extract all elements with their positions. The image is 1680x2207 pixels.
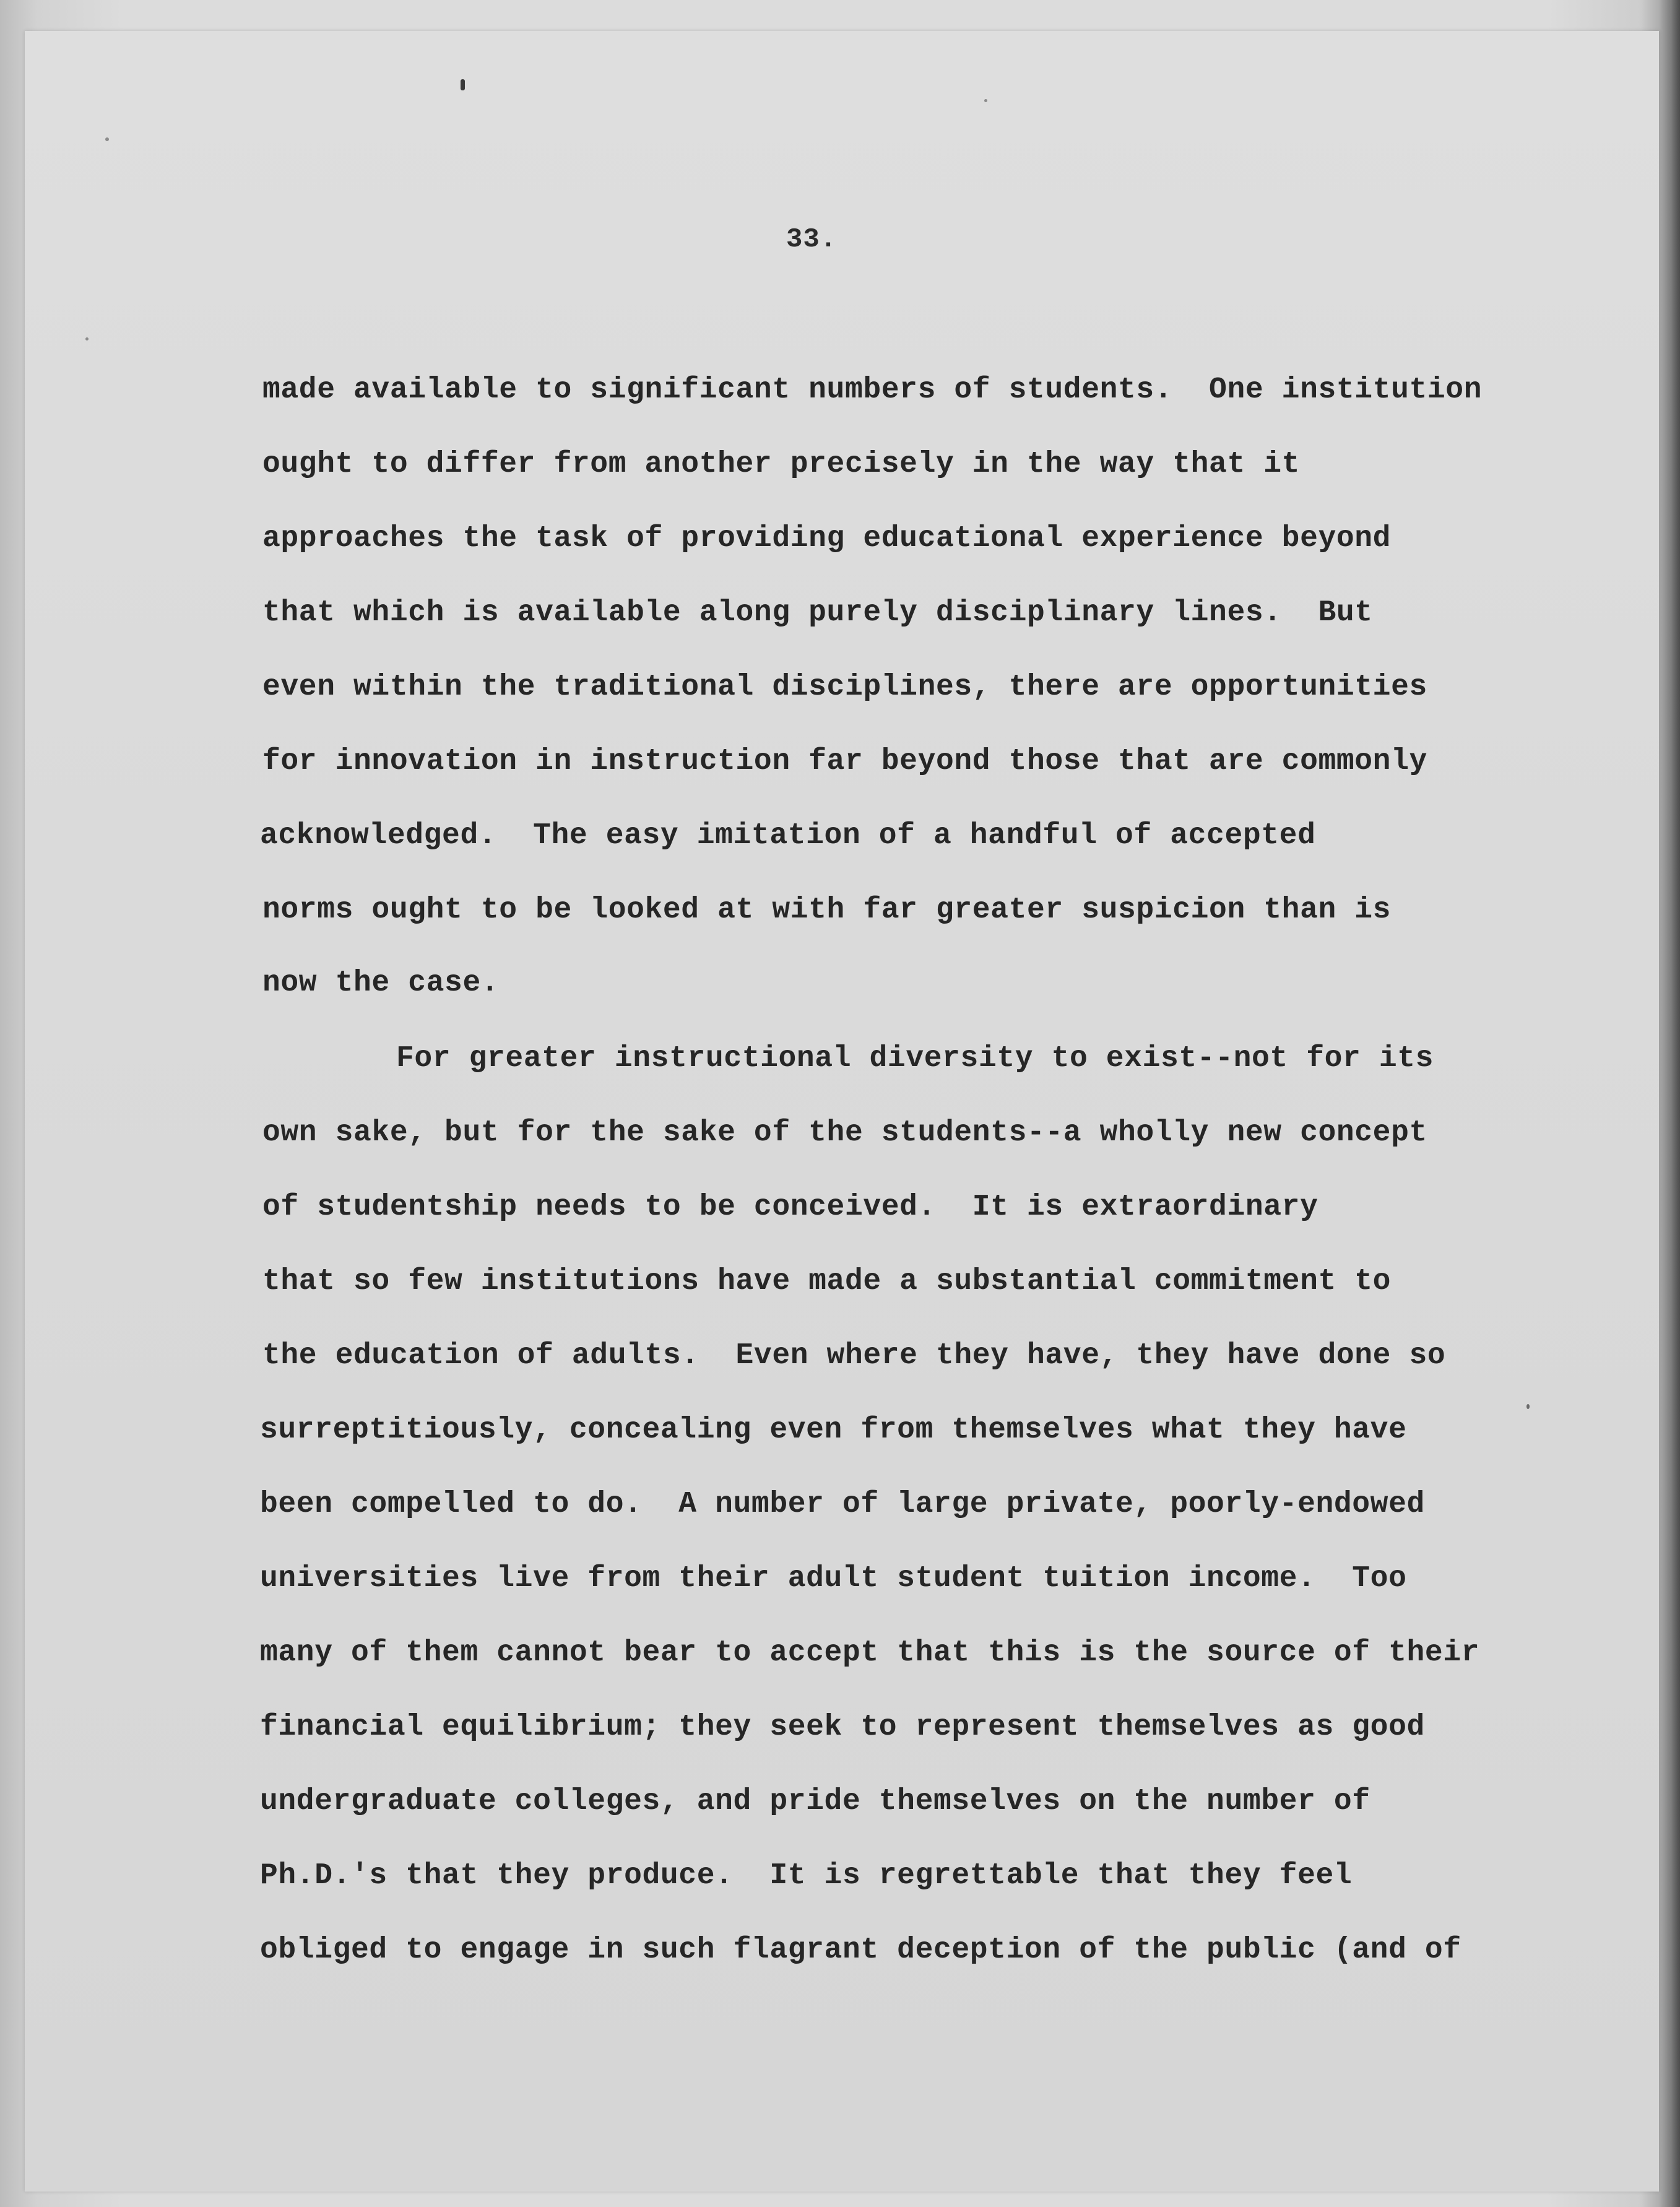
text-line: surreptitiously, concealing even from themselves what they have — [260, 1413, 1407, 1447]
text-line: many of them cannot bear to accept that this is the source of their — [260, 1636, 1480, 1670]
text-line: of studentship needs to be conceived. It is extraordinary — [262, 1190, 1318, 1224]
text-line: that which is available along purely disciplinary lines. But — [262, 596, 1373, 630]
text-line: norms ought to be looked at with far greater suspicion than is — [262, 893, 1392, 927]
text-line: ought to differ from another precisely in the way that it — [262, 448, 1301, 481]
text-line: for innovation in instruction far beyond those that are commonly — [262, 745, 1427, 778]
text-line: For greater instructional diversity to exist--not for its — [396, 1042, 1434, 1075]
ink-speck — [984, 99, 987, 102]
text-line: made available to significant numbers of students. One institution — [262, 373, 1483, 407]
text-line: even within the traditional disciplines, there are opportunities — [262, 670, 1427, 704]
ink-speck — [105, 137, 109, 141]
ink-speck — [1526, 1404, 1530, 1409]
text-line: now the case. — [262, 966, 500, 1000]
page-number: 33. — [786, 224, 838, 255]
text-line: acknowledged. The easy imitation of a handful of accepted — [260, 819, 1316, 852]
text-line: own sake, but for the sake of the students--a wholly new concept — [262, 1116, 1427, 1150]
text-line: the education of adults. Even where they have, they have done so — [262, 1339, 1446, 1372]
text-line: that so few institutions have made a substantial commitment to — [262, 1265, 1392, 1298]
text-line: financial equilibrium; they seek to represent themselves as good — [260, 1711, 1425, 1744]
text-line: Ph.D.'s that they produce. It is regrettable that they feel — [260, 1859, 1353, 1893]
ink-speck — [85, 337, 89, 340]
ink-speck — [461, 79, 465, 90]
text-line: undergraduate colleges, and pride themselves on the number of — [260, 1785, 1370, 1818]
text-line: approaches the task of providing educational experience beyond — [262, 522, 1392, 555]
text-line: universities live from their adult student tuition income. Too — [260, 1562, 1407, 1595]
text-line: been compelled to do. A number of large private, poorly-endowed — [260, 1488, 1425, 1521]
page-edge-shadow — [1659, 0, 1680, 2207]
text-line: obliged to engage in such flagrant deception of the public (and of — [260, 1933, 1461, 1967]
